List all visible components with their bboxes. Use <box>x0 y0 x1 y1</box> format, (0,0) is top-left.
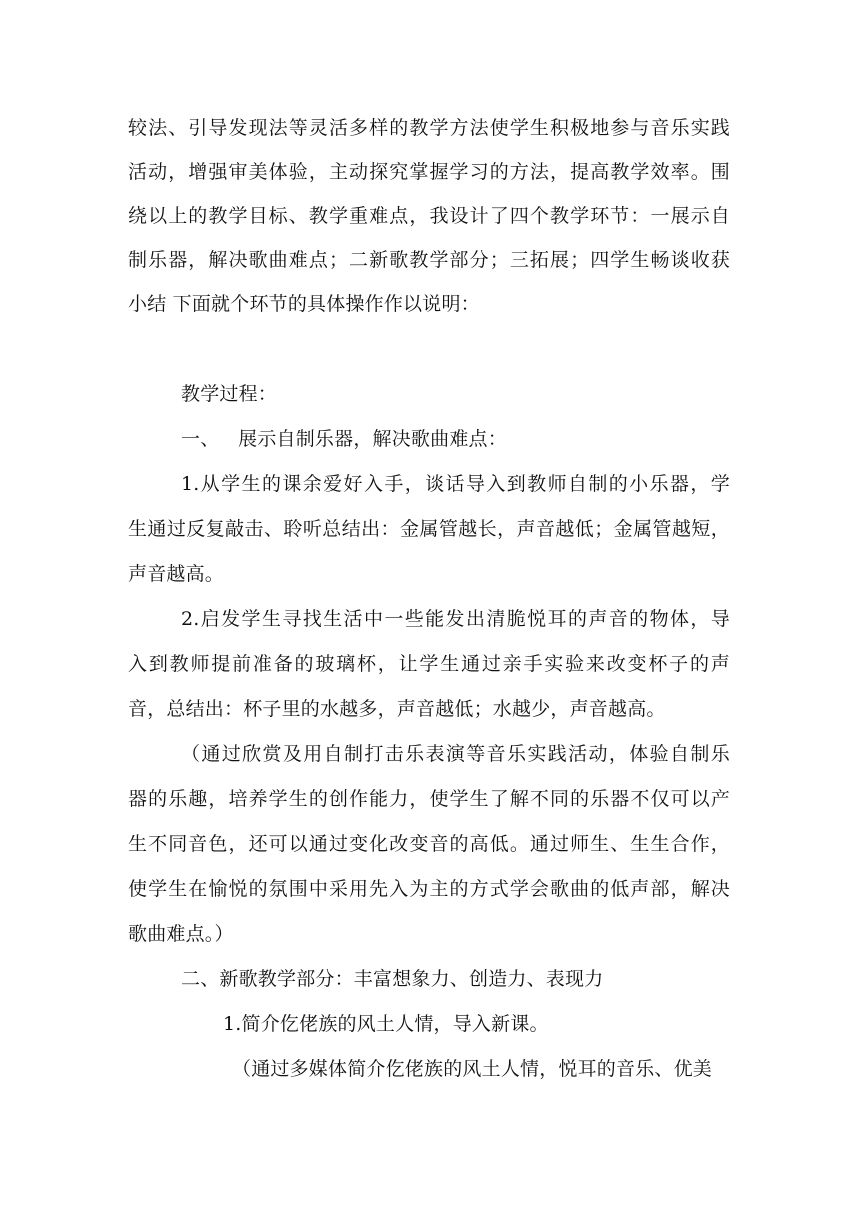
text-line: 制乐器，解决歌曲难点；二新歌教学部分；三拓展；四学生畅谈收获 <box>128 249 730 271</box>
text-line: 1.简介仡佬族的风土人情，导入新课。 <box>223 1013 549 1035</box>
section-heading: 一、 展示自制乐器，解决歌曲难点： <box>181 428 507 450</box>
text-line: 2.启发学生寻找生活中一些能发出清脆悦耳的声音的物体，导 <box>181 608 730 630</box>
section-heading: 教学过程： <box>181 383 278 405</box>
text-line: 生不同音色，还可以通过变化改变音的高低。通过师生、生生合作， <box>128 833 730 855</box>
text-line: 1.从学生的课余爱好入手，谈话导入到教师自制的小乐器，学 <box>181 473 730 495</box>
text-line: 生通过反复敲击、聆听总结出：金属管越长，声音越低；金属管越短， <box>128 518 730 540</box>
text-line: 小结 下面就个环节的具体操作作以说明： <box>128 293 480 315</box>
text-line: 活动，增强审美体验，主动探究掌握学习的方法，提高教学效率。围 <box>128 161 730 183</box>
text-line: 入到教师提前准备的玻璃杯，让学生通过亲手实验来改变杯子的声 <box>128 653 730 675</box>
text-line: 声音越高。 <box>128 563 225 585</box>
text-line: 绕以上的教学目标、教学重难点，我设计了四个教学环节：一展示自 <box>128 205 730 227</box>
text-line: 音，总结出：杯子里的水越多，声音越低；水越少，声音越高。 <box>128 698 666 720</box>
text-line: 使学生在愉悦的氛围中采用先入为主的方式学会歌曲的低声部，解决 <box>128 878 730 900</box>
text-line: （通过多媒体简介仡佬族的风土人情，悦耳的音乐、优美 <box>232 1058 713 1080</box>
section-heading: 二、新歌教学部分：丰富想象力、创造力、表现力 <box>181 968 604 990</box>
text-line: 较法、引导发现法等灵活多样的教学方法使学生积极地参与音乐实践 <box>128 117 730 139</box>
text-line: 歌曲难点。） <box>128 923 234 945</box>
text-line: 器的乐趣，培养学生的创作能力，使学生了解不同的乐器不仅可以产 <box>128 788 730 810</box>
text-line: （通过欣赏及用自制打击乐表演等音乐实践活动，体验自制乐 <box>181 743 730 765</box>
